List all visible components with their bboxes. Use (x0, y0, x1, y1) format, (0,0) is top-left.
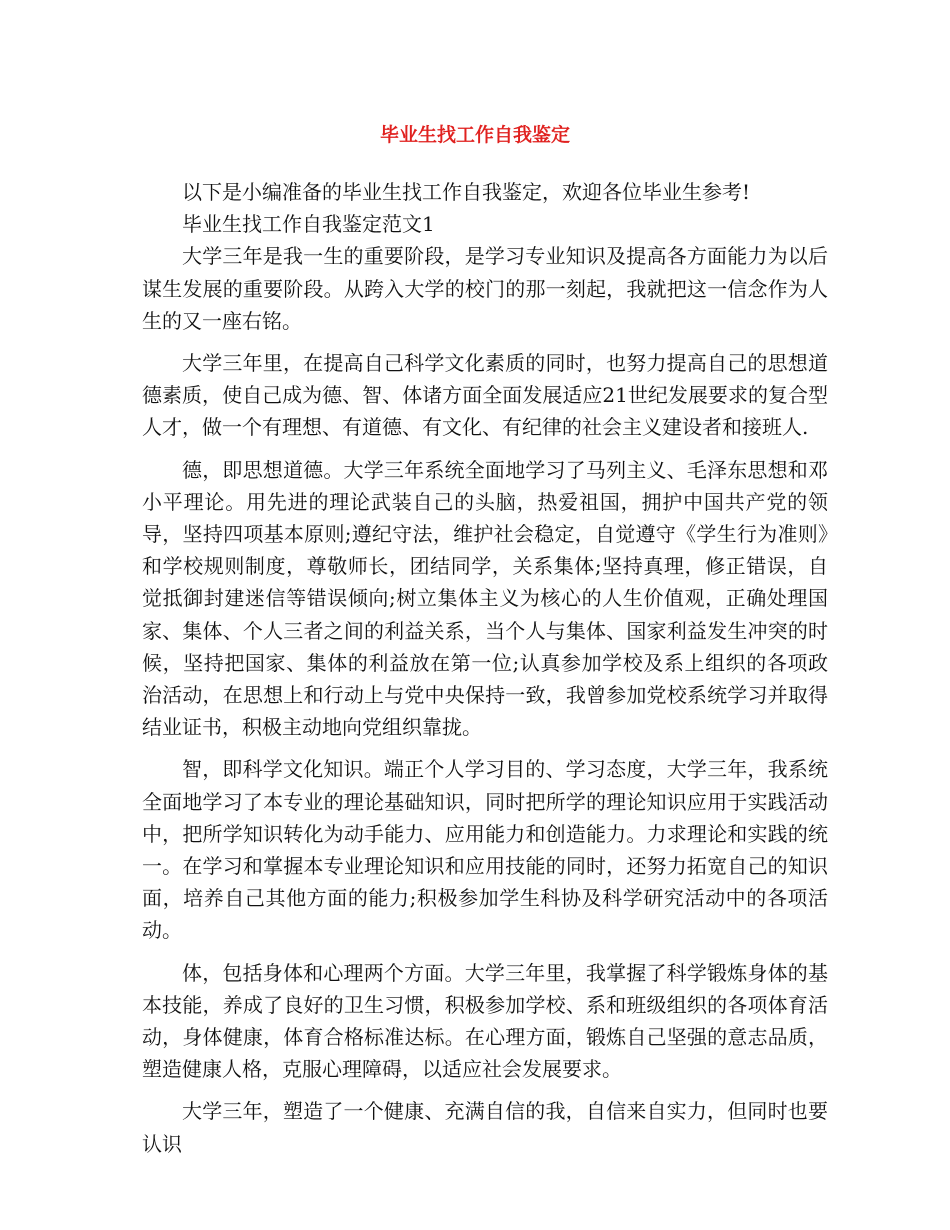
intro-paragraph: 以下是小编准备的毕业生找工作自我鉴定，欢迎各位毕业生参考! (182, 180, 751, 204)
body-paragraph: 大学三年是我一生的重要阶段，是学习专业知识及提高各方面能力为以后谋生发展的重要阶段。从跨入大学的校门的那一刻起，我就把这一信念作为人生的又一座右铭。 (142, 244, 828, 333)
document-body (142, 176, 828, 1160)
body-paragraph: 大学三年里，在提高自己科学文化素质的同时，也努力提高自己的思想道德素质，使自己成为德、智、体诸方面全面发展适应21世纪发展要求的复合型人才，做一个有理想、有道德、有文化、有纪律的社会主义建设者和接班人. (142, 351, 828, 440)
body-paragraph: 大学三年，塑造了一个健康、充满自信的我，自信来自实力，但同时也要认识 (142, 1099, 828, 1156)
document-title: 毕业生找工作自我鉴定 (379, 124, 570, 146)
body-paragraph: 德，即思想道德。大学三年系统全面地学习了马列主义、毛泽东思想和邓小平理论。用先进的理论武装自己的头脑，热爱祖国，拥护中国共产党的领导，坚持四项基本原则;遵纪守法，维护社会稳定，自觉遵守《学生行为准则》和学校规则制度，尊敬师长，团结同学，关系集体;坚持真理，修正错误，自觉抵御封建迷信等错误倾向;树立集体主义为核心的人生价值观，正确处理国家、集体、个人三者之间的利益关系，当个人与集体、国家利益发生冲突的时候，坚持把国家、集体的利益放在第一位;认真参加学校及系上组织的各项政治活动，在思想上和行动上与党中央保持一致，我曾参加党校系统学习并取得结业证书，积极主动地向党组织靠拢。 (142, 457, 828, 740)
body-paragraph: 智，即科学文化知识。端正个人学习目的、学习态度，大学三年，我系统全面地学习了本专业的理论基础知识，同时把所学的理论知识应用于实践活动中，把所学知识转化为动手能力、应用能力和创造能力。力求理论和实践的统一。在学习和掌握本专业理论知识和应用技能的同时，还努力拓宽自己的知识面，培养自己其他方面的能力;积极参加学生科协及科学研究活动中的各项活动。 (142, 757, 828, 943)
body-paragraph: 体，包括身体和心理两个方面。大学三年里，我掌握了科学锻炼身体的基本技能，养成了良好的卫生习惯，积极参加学校、系和班级组织的各项体育活动，身体健康，体育合格标准达标。在心理方面，锻炼自己坚强的意志品质，塑造健康人格，克服心理障碍，以适应社会发展要求。 (142, 960, 828, 1082)
section-heading: 毕业生找工作自我鉴定范文1 (182, 212, 435, 237)
